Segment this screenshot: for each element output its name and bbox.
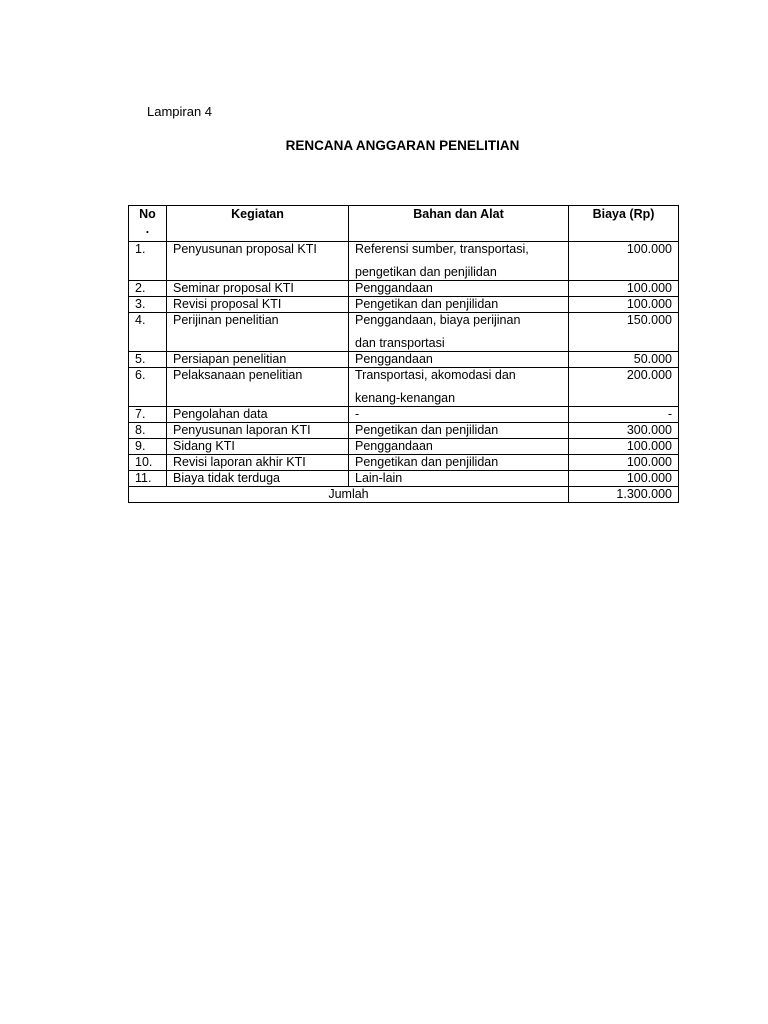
cell-bahan-line2: pengetikan dan penjilidan [355, 265, 497, 279]
cell-bahan-line1: Referensi sumber, transportasi, [355, 242, 529, 256]
cell-biaya: 300.000 [569, 423, 679, 439]
cell-kegiatan: Persiapan penelitian [167, 352, 349, 368]
cell-kegiatan: Revisi proposal KTI [167, 297, 349, 313]
cell-no: 5. [129, 352, 167, 368]
table-total-row [129, 487, 679, 503]
cell-kegiatan: Sidang KTI [167, 439, 349, 455]
cell-bahan-line1: Transportasi, akomodasi dan [355, 368, 516, 382]
table-row [129, 313, 679, 352]
document-title: RENCANA ANGGARAN PENELITIAN [285, 138, 520, 153]
cell-bahan: Penggandaan [349, 281, 569, 297]
cell-biaya: 100.000 [569, 455, 679, 471]
cell-biaya: - [569, 407, 679, 423]
cell-kegiatan: Pengolahan data [167, 407, 349, 423]
cell-no: 4. [129, 313, 167, 352]
cell-biaya: 50.000 [569, 352, 679, 368]
cell-bahan: Lain-lain [349, 471, 569, 487]
table-row [129, 471, 679, 487]
cell-bahan: Pengetikan dan penjilidan [349, 297, 569, 313]
table-row [129, 352, 679, 368]
budget-table [128, 205, 679, 503]
total-value: 1.300.000 [569, 487, 679, 503]
cell-bahan: - [349, 407, 569, 423]
cell-bahan [349, 368, 569, 407]
cell-bahan-line2: kenang-kenangan [355, 391, 456, 405]
cell-no: 2. [129, 281, 167, 297]
header-no [129, 206, 167, 242]
header-no-line1: No [139, 207, 156, 221]
cell-kegiatan: Seminar proposal KTI [167, 281, 349, 297]
cell-no: 7. [129, 407, 167, 423]
cell-biaya: 100.000 [569, 242, 679, 281]
total-label: Jumlah [129, 487, 569, 503]
cell-bahan: Pengetikan dan penjilidan [349, 423, 569, 439]
cell-no: 8. [129, 423, 167, 439]
cell-no: 11. [129, 471, 167, 487]
cell-biaya: 150.000 [569, 313, 679, 352]
table-row [129, 455, 679, 471]
cell-kegiatan: Penyusunan laporan KTI [167, 423, 349, 439]
cell-no: 1. [129, 242, 167, 281]
table-header-row [129, 206, 679, 242]
cell-biaya: 100.000 [569, 297, 679, 313]
cell-no: 6. [129, 368, 167, 407]
cell-bahan-line1: Penggandaan, biaya perijinan [355, 313, 521, 327]
table-row [129, 281, 679, 297]
cell-no: 9. [129, 439, 167, 455]
cell-kegiatan: Biaya tidak terduga [167, 471, 349, 487]
header-bahan: Bahan dan Alat [349, 206, 569, 242]
table-row [129, 407, 679, 423]
table-row [129, 297, 679, 313]
cell-bahan: Pengetikan dan penjilidan [349, 455, 569, 471]
cell-kegiatan: Penyusunan proposal KTI [167, 242, 349, 281]
cell-biaya: 100.000 [569, 439, 679, 455]
cell-biaya: 100.000 [569, 471, 679, 487]
cell-bahan [349, 313, 569, 352]
cell-bahan: Penggandaan [349, 439, 569, 455]
cell-bahan-line2: dan transportasi [355, 336, 445, 350]
header-biaya: Biaya (Rp) [569, 206, 679, 242]
cell-kegiatan: Revisi laporan akhir KTI [167, 455, 349, 471]
header-kegiatan: Kegiatan [167, 206, 349, 242]
cell-biaya: 100.000 [569, 281, 679, 297]
cell-no: 3. [129, 297, 167, 313]
lampiran-label: Lampiran 4 [147, 104, 213, 119]
cell-bahan [349, 242, 569, 281]
table-row [129, 242, 679, 281]
cell-kegiatan: Perijinan penelitian [167, 313, 349, 352]
table-row [129, 368, 679, 407]
cell-bahan: Penggandaan [349, 352, 569, 368]
cell-no: 10. [129, 455, 167, 471]
table-row [129, 439, 679, 455]
cell-biaya: 200.000 [569, 368, 679, 407]
header-no-line2: . [145, 222, 150, 236]
table-row [129, 423, 679, 439]
cell-kegiatan: Pelaksanaan penelitian [167, 368, 349, 407]
